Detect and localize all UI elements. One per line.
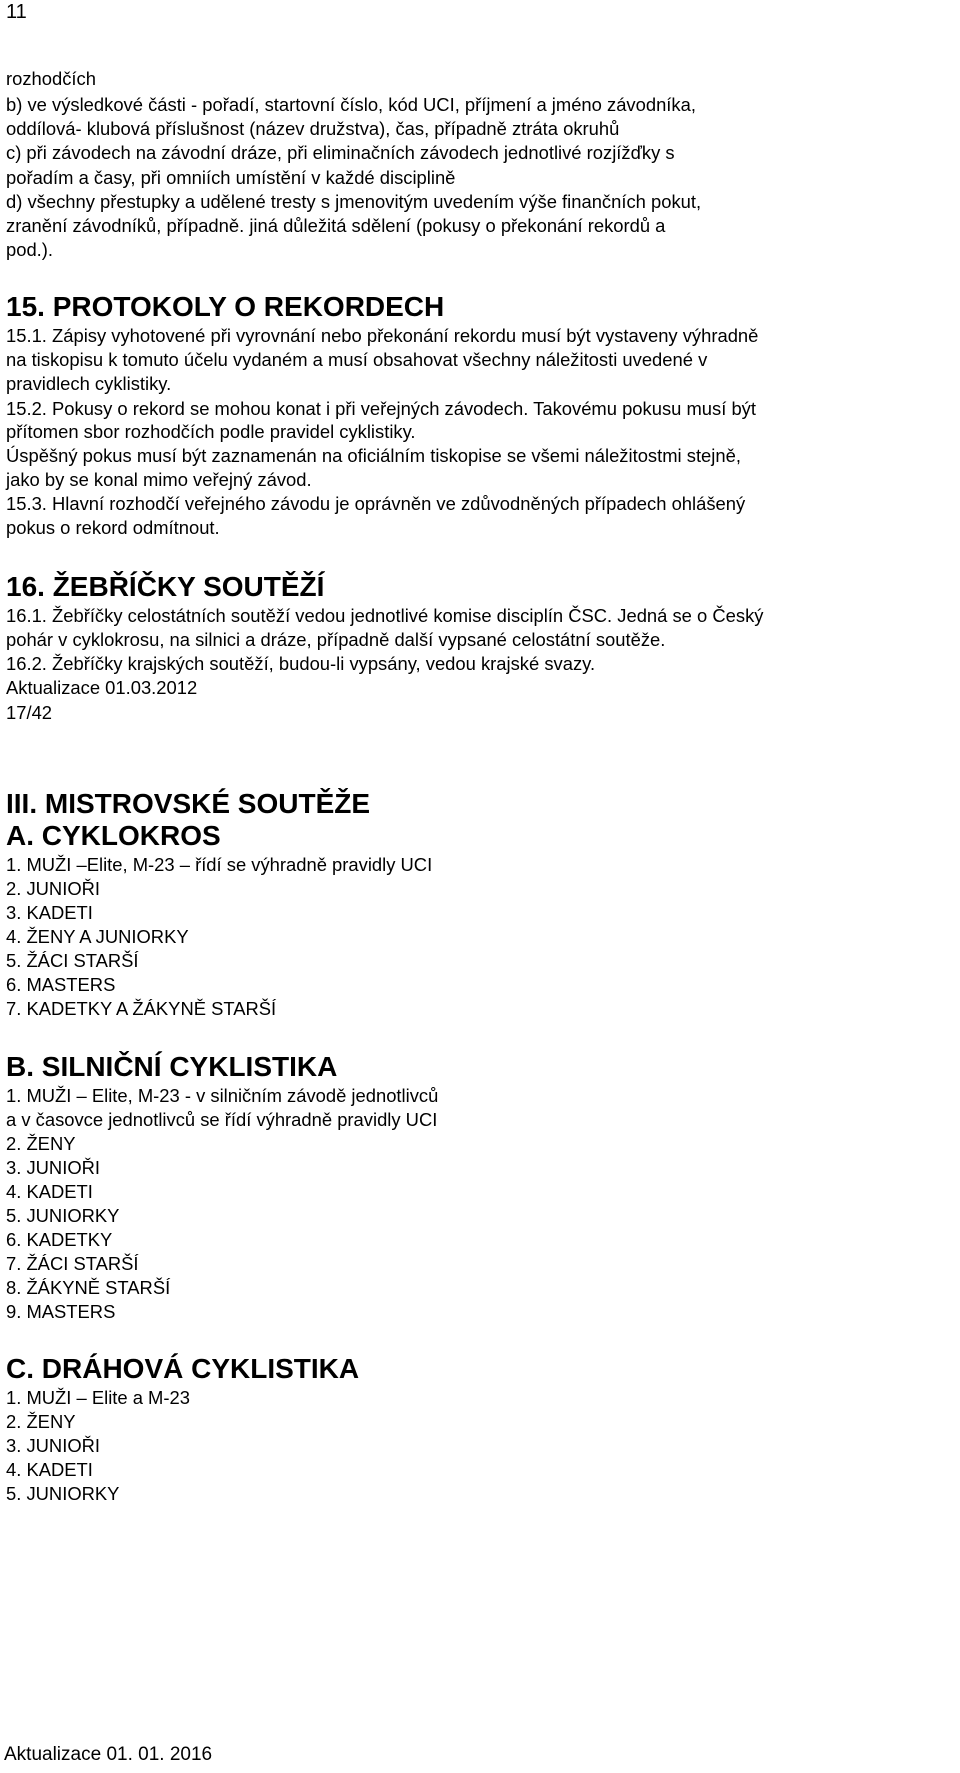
text-line: 16.1. Žebříčky celostátních soutěží vedou jednotlivé komise disciplín ČSC. Jedná se o Český: [6, 605, 764, 626]
text-line: pokus o rekord odmítnout.: [6, 517, 220, 538]
list-item: 5. ŽÁCI STARŠÍ: [6, 950, 139, 971]
section-heading: 16. ŽEBŘÍČKY SOUTĚŽÍ: [6, 571, 325, 602]
list-item: 2. ŽENY: [6, 1133, 76, 1154]
text-line: 16.2. Žebříčky krajských soutěží, budou-li vypsány, vedou krajské svazy.: [6, 653, 596, 674]
text-line: na tiskopisu k tomuto účelu vydaném a musí obsahovat všechny náležitosti uvedené v: [6, 349, 708, 370]
text-line: rozhodčích: [6, 68, 96, 89]
text-line: 15.2. Pokusy o rekord se mohou konat i při veřejných závodech. Takovému pokusu musí být: [6, 398, 756, 419]
text-line: přítomen sbor rozhodčích podle pravidel cyklistiky.: [6, 421, 416, 442]
text-line: 15.1. Zápisy vyhotovené při vyrovnání nebo překonání rekordu musí být vystaveny výhradně: [6, 325, 759, 346]
subsection-heading: C. DRÁHOVÁ CYKLISTIKA: [6, 1353, 360, 1384]
text-line: Úspěšný pokus musí být zaznamenán na oficiálním tiskopise se všemi náležitostmi stejně,: [6, 445, 741, 466]
list-item: 6. MASTERS: [6, 974, 116, 995]
text-line: Aktualizace 01.03.2012: [6, 677, 198, 698]
list-item: 2. JUNIOŘI: [6, 878, 101, 899]
list-item: a v časovce jednotlivců se řídí výhradně pravidly UCI: [6, 1109, 438, 1130]
part-heading: III. MISTROVSKÉ SOUTĚŽE: [6, 788, 371, 819]
list-item: 1. MUŽI – Elite, M-23 - v silničním závodě jednotlivců: [6, 1085, 439, 1106]
footer-date: Aktualizace 01. 01. 2016: [4, 1744, 213, 1765]
list-item: 2. ŽENY: [6, 1411, 76, 1432]
list-item: 3. JUNIOŘI: [6, 1435, 101, 1456]
list-item: 3. KADETI: [6, 902, 93, 923]
text-line: 17/42: [6, 702, 53, 723]
page-number: 11: [6, 1, 27, 23]
subsection-heading: B. SILNIČNÍ CYKLISTIKA: [6, 1051, 338, 1082]
text-line: jako by se konal mimo veřejný závod.: [6, 469, 312, 490]
list-item: 1. MUŽI – Elite a M-23: [6, 1387, 190, 1408]
subsection-heading: A. CYKLOKROS: [6, 820, 221, 851]
list-item: 7. ŽÁCI STARŠÍ: [6, 1253, 139, 1274]
list-item: 5. JUNIORKY: [6, 1205, 120, 1226]
section-heading: 15. PROTOKOLY O REKORDECH: [6, 291, 445, 322]
list-item: 4. KADETI: [6, 1181, 93, 1202]
list-item: 8. ŽÁKYNĚ STARŠÍ: [6, 1277, 171, 1298]
text-line: b) ve výsledkové části - pořadí, startovní číslo, kód UCI, příjmení a jméno závodníka,: [6, 94, 696, 115]
text-line: pohár v cyklokrosu, na silnici a dráze, případně další vypsané celostátní soutěže.: [6, 629, 666, 650]
text-line: c) při závodech na závodní dráze, při eliminačních závodech jednotlivé rozjížďky s: [6, 142, 675, 163]
list-item: 3. JUNIOŘI: [6, 1157, 101, 1178]
list-item: 6. KADETKY: [6, 1229, 113, 1250]
text-line: pořadím a časy, při omniích umístění v každé disciplině: [6, 167, 456, 188]
text-line: zranění závodníků, případně. jiná důležitá sdělení (pokusy o překonání rekordů a: [6, 215, 666, 236]
list-item: 1. MUŽI –Elite, M-23 – řídí se výhradně pravidly UCI: [6, 854, 433, 875]
list-item: 4. ŽENY A JUNIORKY: [6, 926, 189, 947]
list-item: 9. MASTERS: [6, 1301, 116, 1322]
list-item: 5. JUNIORKY: [6, 1483, 120, 1504]
text-line: d) všechny přestupky a udělené tresty s jmenovitým uvedením výše finančních pokut,: [6, 191, 702, 212]
text-line: pravidlech cyklistiky.: [6, 373, 172, 394]
text-line: pod.).: [6, 239, 54, 260]
list-item: 7. KADETKY A ŽÁKYNĚ STARŠÍ: [6, 998, 277, 1019]
text-line: 15.3. Hlavní rozhodčí veřejného závodu je oprávněn ve zdůvodněných případech ohlášený: [6, 493, 746, 514]
text-line: oddílová- klubová příslušnost (název družstva), čas, případně ztráta okruhů: [6, 118, 620, 139]
list-item: 4. KADETI: [6, 1459, 93, 1480]
